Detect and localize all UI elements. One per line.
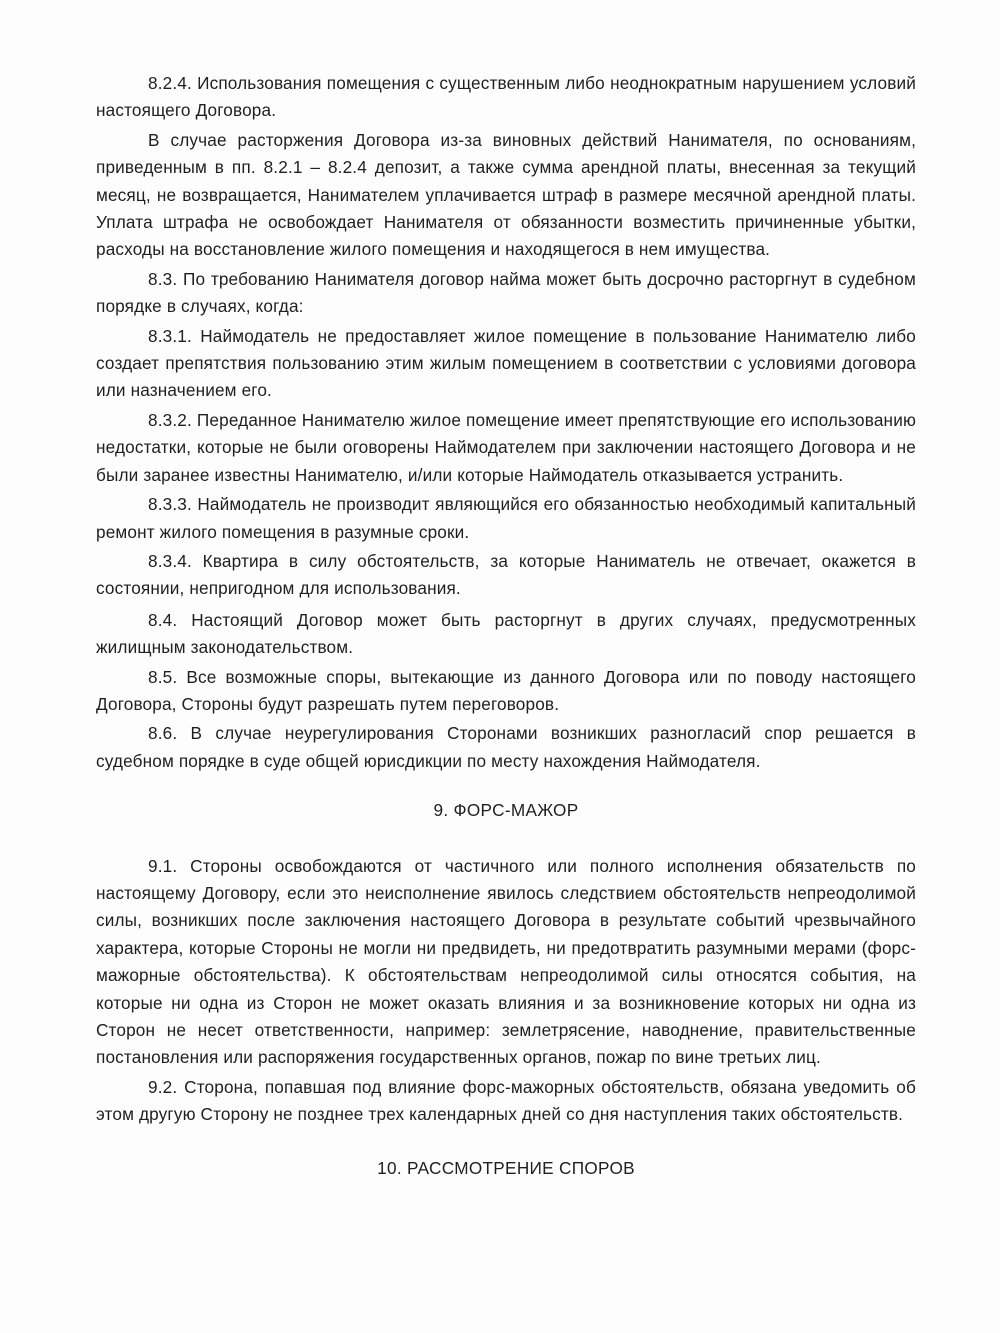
- clause-termination-penalty: В случае расторжения Договора из-за виновных действий Нанимателя, по основаниям, приведенным в пп. 8.2.1 – 8.2.4 депозит, а также сумма арендной платы, внесенная за текущий месяц, не возвращается, Нанимателем уплачивается штраф в размере месячной арендной платы. Уплата штрафа не освобождает Нанимателя от обязанности возместить причиненные убытки, расходы на восстановление жилого помещения и находящегося в нем имущества.: [96, 129, 916, 260]
- clause-8-3-3: 8.3.3. Наймодатель не производит являющийся его обязанностью необходимый капитальный ремонт жилого помещения в разумные сроки.: [96, 494, 916, 542]
- clause-9-2: 9.2. Сторона, попавшая под влияние форс-мажорных обстоятельств, обязана уведомить об этом другую Сторону не позднее трех календарных дней со дня наступления таких обстоятельств.: [96, 1076, 916, 1125]
- clause-9-1: 9.1. Стороны освобождаются от частичного или полного исполнения обязательств по настоящему Договору, если это неисполнение явилось следствием обстоятельств непреодолимой силы, возникших после заключения настоящего Договора в результате событий чрезвычайного характера, которые Стороны не могли ни предвидеть, ни предотвратить разумными мерами (форс-мажорные обстоятельства). К обстоятельствам непреодолимой силы относятся события, на которые ни одна из Сторон не может оказать влияния и за возникновение которых ни одна из Сторон не несет ответственности, например: землетрясение, наводнение, правительственные постановления или распоряжения государственных органов, пожар по вине третьих лиц.: [96, 855, 916, 1068]
- clause-8-4: 8.4. Настоящий Договор может быть расторгнут в других случаях, предусмотренных жилищным законодательством.: [96, 609, 916, 658]
- clause-8-6: 8.6. В случае неурегулирования Сторонами возникших разногласий спор решается в судебном порядке в суде общей юрисдикции по месту нахождения Наймодателя.: [96, 723, 916, 771]
- clause-8-3-1: 8.3.1. Наймодатель не предоставляет жилое помещение в пользование Нанимателю либо создает препятствия пользованию этим жилым помещением в соответствии с условиями договора или назначением его.: [96, 325, 916, 401]
- section-10-heading: 10. РАССМОТРЕНИЕ СПОРОВ: [377, 1157, 635, 1178]
- clause-8-5: 8.5. Все возможные споры, вытекающие из данного Договора или по поводу настоящего Договора, Стороны будут разрешать путем переговоров.: [96, 666, 916, 714]
- section-9-heading: 9. ФОРС-МАЖОР: [433, 800, 579, 821]
- clause-8-3-4: 8.3.4. Квартира в силу обстоятельств, за которые Наниматель не отвечает, окажется в состоянии, непригодном для использования.: [96, 550, 916, 599]
- clause-8-3-2: 8.3.2. Переданное Нанимателю жилое помещение имеет препятствующие его использованию недостатки, которые не были оговорены Наймодателем при заключении настоящего Договора и не были заранее известны Нанимателю, и/или которые Наймодатель отказывается устранить.: [96, 409, 916, 485]
- clause-8-2-4: 8.2.4. Использования помещения с существенным либо неоднократным нарушением условий настоящего Договора.: [96, 73, 916, 121]
- clause-8-3: 8.3. По требованию Нанимателя договор найма может быть досрочно расторгнут в судебном порядке в случаях, когда:: [96, 268, 916, 317]
